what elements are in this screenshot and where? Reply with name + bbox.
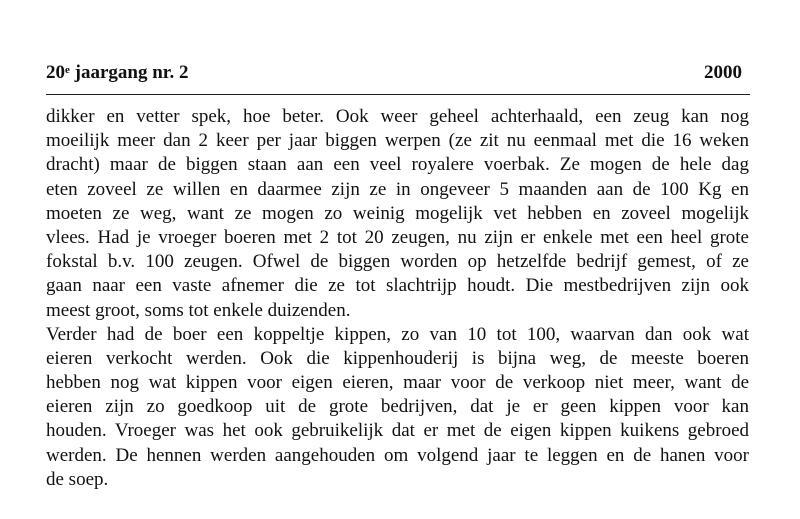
- text-line: gaan naar een vaste afnemer die ze tot slachtrijp houdt. Die mestbedrijven zijn ook: [46, 275, 749, 297]
- volume-number: 20: [46, 62, 65, 83]
- text-line: houden. Vroeger was het ook gebruikelijk dat er met de eigen kippen kuikens gebroed: [46, 420, 749, 442]
- text-line: vlees. Had je vroeger boeren met 2 tot 20 zeugen, nu zijn er enkele met een heel grote: [46, 226, 749, 248]
- text-line: fokstal b.v. 100 zeugen. Ofwel de biggen worden op hetzelfde bedrijf gemest, of ze: [46, 251, 749, 273]
- text-line: eten zoveel ze willen en daarmee zijn ze in ongeveer 5 maanden aan de 100 Kg en: [46, 178, 749, 200]
- text-line: meest groot, soms tot enkele duizenden.: [46, 299, 351, 321]
- page-header: [46, 61, 748, 85]
- year-label: 2000: [704, 62, 742, 83]
- text-line: eieren zijn zo goedkoop uit de grote bedrijven, dat je er geen kippen voor kan: [46, 396, 749, 418]
- text-line: moeilijk meer dan 2 keer per jaar biggen werpen (ze zit nu eenmaal met die 16 weken: [46, 130, 749, 152]
- text-line: hebben nog wat kippen voor eigen eieren, maar voor de verkoop niet meer, want de: [46, 372, 749, 394]
- article-body: [46, 105, 749, 492]
- text-line: dikker en vetter spek, hoe beter. Ook weer geheel achterhaald, een zeug kan nog: [46, 106, 749, 127]
- text-line: Verder had de boer een koppeltje kippen, zo van 10 tot 100, waarvan dan ook wat: [46, 323, 749, 345]
- text-line: werden. De hennen werden aangehouden om volgend jaar te leggen en de hanen voor: [46, 444, 749, 466]
- volume-label: [46, 61, 188, 85]
- volume-rest: jaargang nr. 2: [69, 62, 189, 83]
- header-divider: [46, 94, 750, 95]
- paragraph: [46, 105, 749, 323]
- volume-suffix: e: [65, 64, 70, 76]
- text-line: de soep.: [46, 468, 109, 490]
- text-line: eieren verkocht werden. Ook die kippenhouderij is bijna weg, de meeste boeren: [46, 347, 749, 369]
- text-line: moeten ze weg, want ze mogen zo weinig mogelijk vet hebben en zoveel mogelijk: [46, 202, 749, 224]
- text-line: dracht) maar de biggen staan aan een veel royalere voerbak. Ze mogen de hele dag: [46, 154, 749, 176]
- paragraph: [46, 323, 749, 492]
